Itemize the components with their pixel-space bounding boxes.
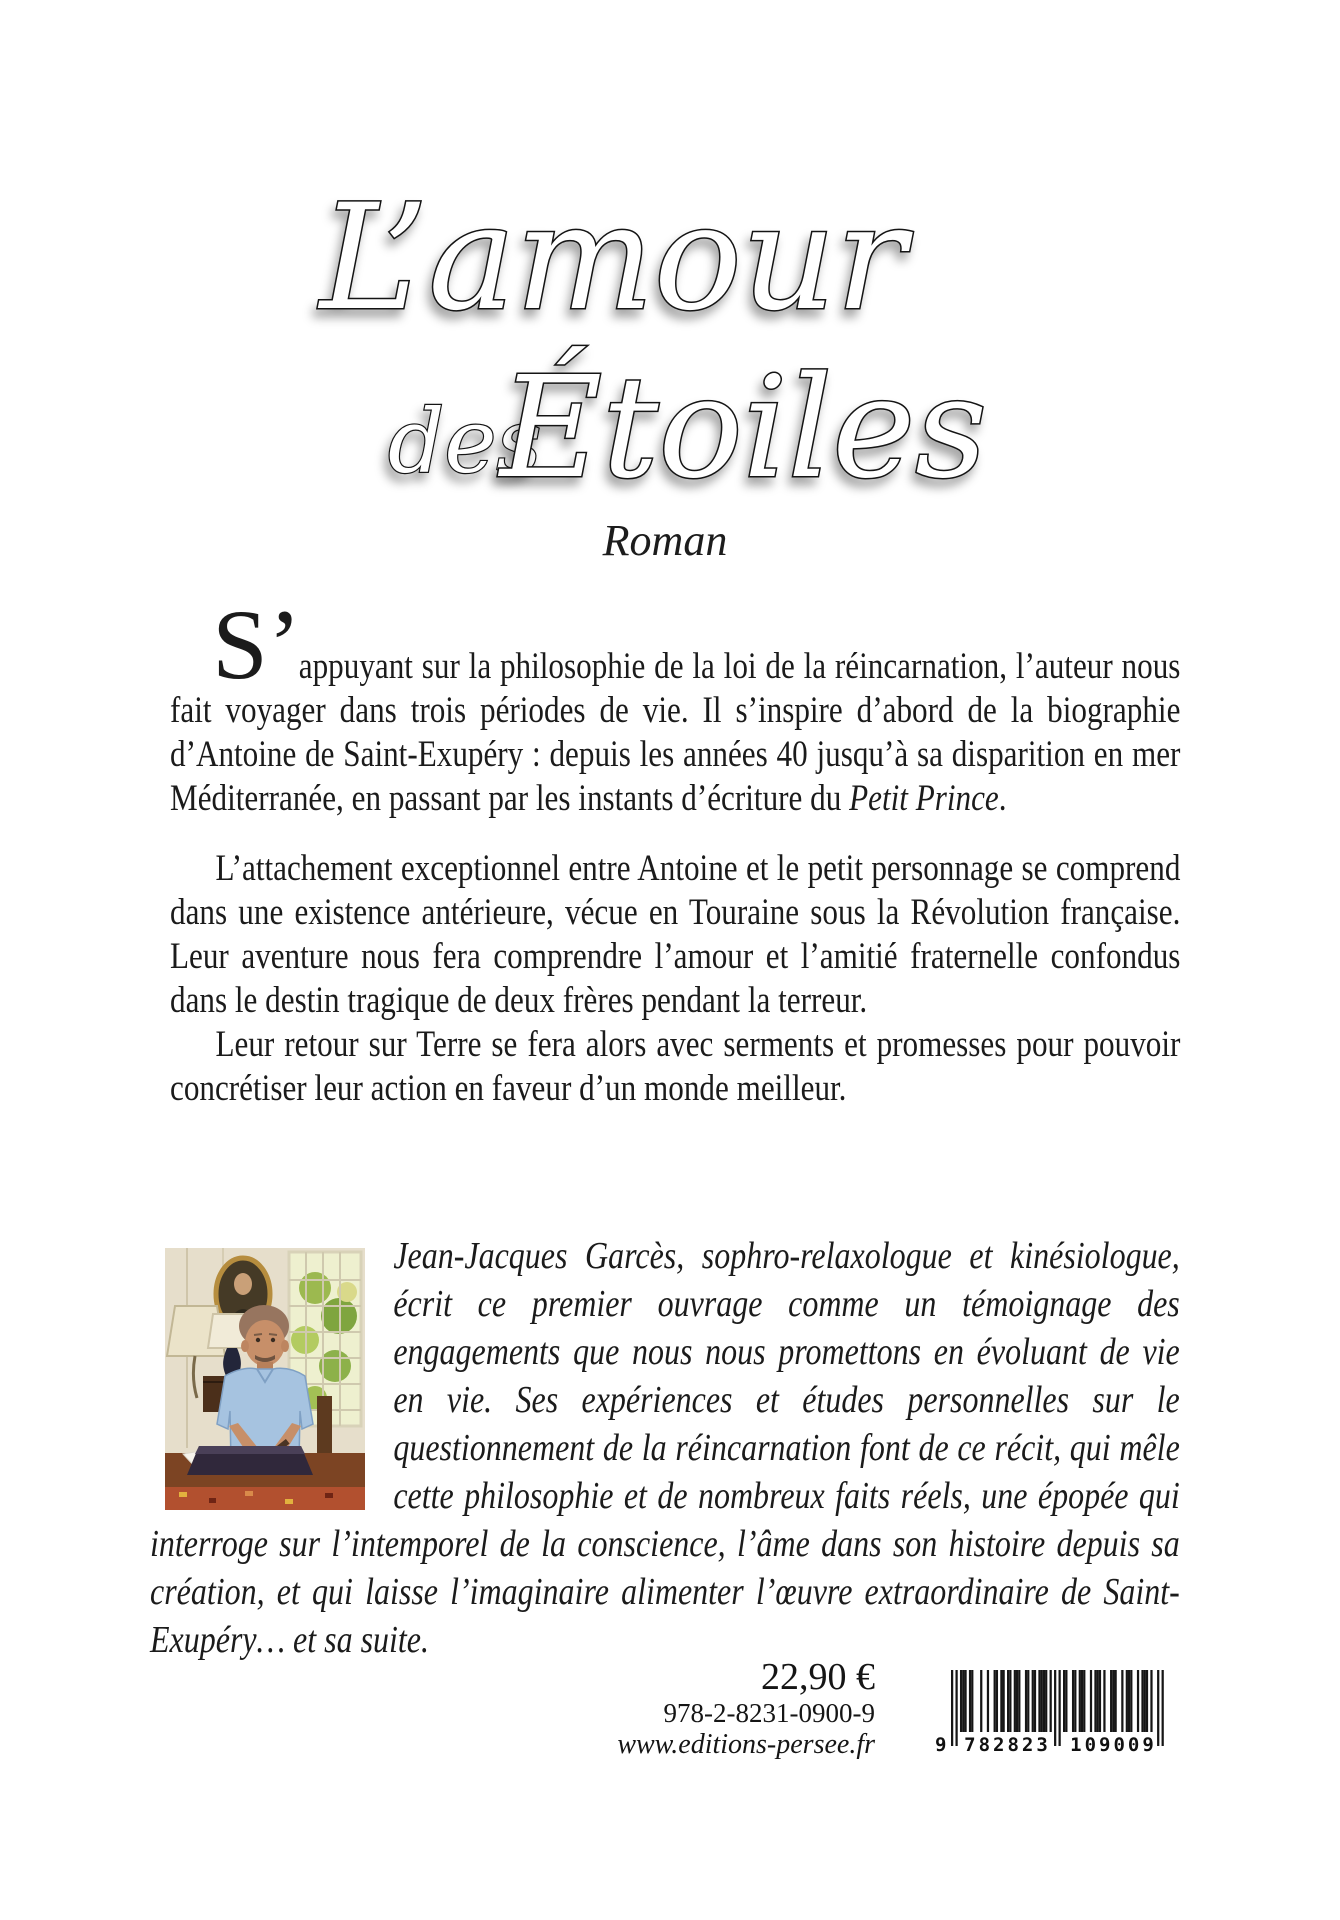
pricing-block: [475, 1656, 875, 1760]
barcode-digits-left: 782823: [964, 1734, 1051, 1756]
publisher-website: www.editions-persee.fr: [617, 1729, 875, 1760]
synopsis-paragraph-1: [170, 589, 1181, 821]
synopsis: [170, 589, 1181, 1111]
barcode-digits-right: 109009: [1070, 1734, 1157, 1756]
petit-prince-italic: Petit Prince: [849, 778, 999, 819]
barcode-digit-first: 9: [935, 1734, 947, 1756]
synopsis-paragraph-2: L’attachement exceptionnel entre Antoine et le petit personnage se comprend dans une existence antérieure, vécue en Touraine sous la Révolution française. Leur aventure nous fera comprendre l’amour et l’amitié fraternelle confondus dans le destin tragique de deux frères pendant la terreur.: [170, 848, 1181, 1021]
author-photo-illustration: [165, 1248, 365, 1510]
book-title: [0, 50, 1340, 520]
isbn: 978-2-8231-0900-9: [663, 1698, 875, 1728]
title-line2-des: des: [388, 390, 542, 493]
synopsis-p1-text: appuyant sur la philosophie de la loi de la réincarnation, l’auteur nous fait voyager dans trois périodes de vie. Il s’inspire d’abord de la biographie d’Antoine de Saint-Exupéry : depuis les années 40 jusqu’à sa disparition en mer Méditerranée, en passant par les instants d’écriture du: [170, 646, 1181, 819]
dropcap: S’: [212, 589, 302, 700]
author-photo: [165, 1248, 365, 1510]
title-line2-etoiles: Étoiles: [500, 347, 987, 510]
genre-label: Roman: [602, 516, 728, 565]
author-bio-text: Jean-Jacques Garcès, sophro-relaxologue et kinésiologue, écrit ce premier ouvrage comme un témoignage des engagements que nous nous promettons en évoluant de vie en vie. Ses expériences et études personnelles sur le questionnement de la réincarnation font de ce récit, qui mêle cette philosophie et de nombreux faits réels, une épopée qui interroge sur l’intemporel de la conscience, l’âme dans son histoire depuis sa création, et qui laisse l’imaginaire alimenter l’œuvre extraordinaire de Saint-Exupéry… et sa suite.: [150, 1235, 1180, 1661]
title-line1: L’amour: [320, 173, 906, 343]
synopsis-p1-end: .: [998, 778, 1007, 819]
price: 22,90 €: [761, 1656, 875, 1698]
ean13-barcode: [935, 1670, 1165, 1755]
synopsis-paragraph-3: Leur retour sur Terre se fera alors avec serments et promesses pour pouvoir concrétiser leur action en faveur d’un monde meilleur.: [170, 1024, 1181, 1109]
